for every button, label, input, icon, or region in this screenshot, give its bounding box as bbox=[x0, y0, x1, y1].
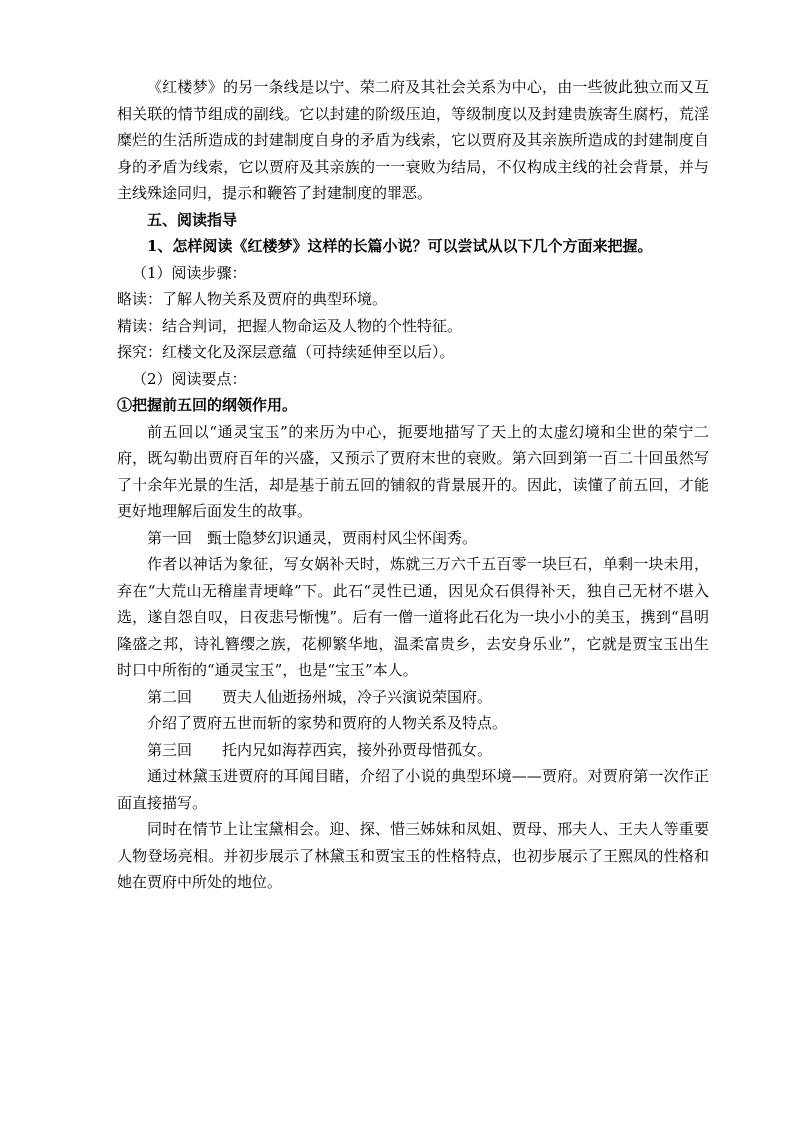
chapter-three-name: 托内兄如海荐西宾，接外孙贾母惜孤女。 bbox=[222, 740, 493, 759]
skim-reading: 略读：了解人物关系及贾府的典型环境。 bbox=[117, 290, 388, 308]
chapter-one-body: 作者以神话为象征，写女娲补天时，炼就三万六千五百零一块巨石，单剩一块未用，弃在“大荒山无稽崖青埂峰”下。此石“灵性已通，因见众石俱得补天，独自己无材不堪入选，遂自怨自叹，日夜悲号惭愧”。后有一僧一道将此石化为一块小小的美玉，携到“昌明隆盛之邦，诗礼簪缨之族，花柳繁华地，温柔富贵乡，去安身乐业”，它就是贾宝玉出生时口中所衔的“通灵宝玉”，也是“宝玉”本人。 bbox=[117, 555, 709, 679]
document-page bbox=[117, 74, 709, 896]
chapter-two-name: 贾夫人仙逝扬州城，冷子兴演说荣国府。 bbox=[222, 687, 493, 706]
section-heading-reading-guide: 五、阅读指导 bbox=[147, 210, 238, 229]
paragraph-front-five: 前五回以“通灵宝玉”的来历为中心，扼要地描写了天上的太虚幻境和尘世的荣宁二府，既勾勒出贾府百年的兴盛，又预示了贾府末世的衰败。第六回到第一百二十回虽然写了十余年光景的生活，却是基于前五回的铺叙的背景展开的。因此，读懂了前五回，才能更好地理解后面发生的故事。 bbox=[117, 422, 709, 520]
steps-title: （1）阅读步骤： bbox=[132, 263, 247, 282]
chapter-three-body-2: 同时在情节上让宝黛相会。迎、探、惜三姊妹和凤姐、贾母、邢夫人、王夫人等重要人物登场亮相。并初步展示了林黛玉和贾宝玉的性格特点，也初步展示了王熙凤的性格和她在贾府中所处的地位。 bbox=[117, 820, 709, 891]
question-heading: 1、怎样阅读《红楼梦》这样的长篇小说？可以尝试从以下几个方面来把握。 bbox=[147, 237, 653, 255]
points-title: （2）阅读要点： bbox=[132, 369, 247, 388]
chapter-three-label: 第三回 bbox=[147, 740, 193, 759]
exploration-reading: 探究：红楼文化及深层意蕴（可持续延伸至以后）。 bbox=[117, 343, 455, 361]
point-one: ①把握前五回的纲领作用。 bbox=[117, 396, 298, 414]
chapter-three-title bbox=[117, 737, 709, 764]
intensive-reading: 精读：结合判词，把握人物命运及人物的个性特征。 bbox=[117, 316, 463, 335]
chapter-three-body-1: 通过林黛玉进贾府的耳闻目睹，介绍了小说的典型环境——贾府。对贾府第一次作正面直接描写。 bbox=[117, 767, 709, 812]
chapter-two-body: 介绍了贾府五世而斩的家势和贾府的人物关系及特点。 bbox=[147, 714, 508, 732]
chapter-one-title: 第一回 甄士隐梦幻识通灵，贾雨村风尘怀闺秀。 bbox=[147, 528, 478, 547]
paragraph-subplot: 《红楼梦》的另一条线是以宁、荣二府及其社会关系为中心，由一些彼此独立而又互相关联的情节组成的副线。它以封建的阶级压迫，等级制度以及封建贵族寄生腐朽，荒淫糜烂的生活所造成的封建制度自身的矛盾为线索，它以贾府及其亲族所造成的封建制度自身的矛盾为线索，它以贾府及其亲族的一一衰败为结局，不仅构成主线的社会背景，并与主线殊途同归，提示和鞭笞了封建制度的罪恶。 bbox=[117, 78, 709, 202]
chapter-two-label: 第二回 bbox=[147, 687, 193, 706]
chapter-two-title bbox=[117, 684, 709, 711]
